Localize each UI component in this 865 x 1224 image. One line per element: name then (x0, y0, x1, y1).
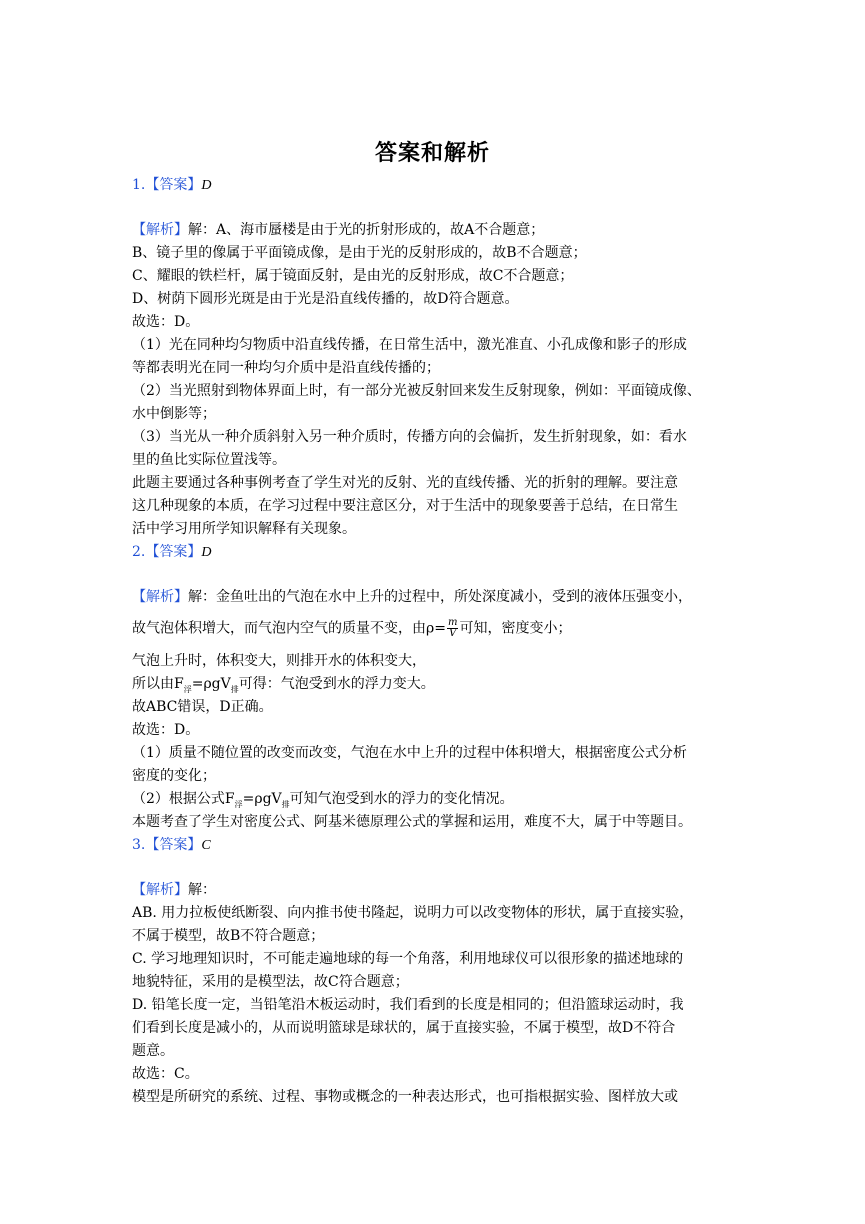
q2-analysis-text: 解：金鱼吐出的气泡在水中上升的过程中，所处深度减小，受到的液体压强变小， (188, 589, 692, 605)
q2-formula2-prefix: （2）根据公式F (132, 791, 235, 807)
q3-analysis-line: 题意。 (132, 1043, 174, 1059)
q3-analysis-label: 【解析】 (132, 882, 188, 898)
q2-analysis-line: （1）质量不随位置的改变而改变，气泡在水中上升的过程中体积增大，根据密度公式分析 (132, 745, 687, 761)
q1-answer-line (132, 176, 737, 195)
subscript-fu: 浮 (234, 799, 243, 809)
q3-analysis-line: AB. 用力拉板使纸断裂、向内推书使书隆起，说明力可以改变物体的形状，属于直接实验， (132, 905, 694, 921)
q1-answer-label: 1.【答案】 (132, 177, 202, 193)
q2-density-conclusion: 可知，密度变小； (459, 620, 572, 637)
q1-analysis-line: 故选：D。 (132, 314, 200, 330)
q1-analysis-line: （2）当光照射到物体界面上时，有一部分光被反射回来发生反射现象，例如：平面镜成像、 (132, 383, 701, 399)
q2-density-text: 故气泡体积增大，而气泡内空气的质量不变，由ρ= (132, 620, 446, 637)
q3-analysis-line-0 (132, 881, 737, 899)
q3-analysis-text: 解： (188, 882, 216, 898)
q2-answer-value: D (201, 545, 212, 560)
q3-analysis-line: 们看到长度是减小的，从而说明篮球是球状的，属于直接实验，不属于模型，故D不符合 (132, 1020, 676, 1036)
q2-analysis-line: 密度的变化； (132, 768, 216, 784)
q1-analysis-line: B、镜子里的像属于平面镜成像，是由于光的反射形成的，故B不合题意； (132, 245, 587, 261)
q1-analysis-line: C、耀眼的铁栏杆，属于镜面反射，是由光的反射形成，故C不合题意； (132, 268, 574, 284)
q2-analysis-line: 故选：D。 (132, 722, 200, 738)
q1-analysis-text: 解：A、海市蜃楼是由于光的折射形成的，故A不合题意； (188, 222, 545, 238)
q3-analysis-line: 不属于模型，故B不符合题意； (132, 928, 325, 944)
q2-formula-line (132, 675, 737, 699)
q3-analysis-line: 地貌特征，采用的是模型法，故C符合题意； (132, 974, 409, 990)
q2-analysis-label: 【解析】 (132, 589, 188, 605)
q1-analysis-line-0 (132, 221, 737, 239)
q1-analysis-label: 【解析】 (132, 222, 188, 238)
q2-analysis-line: 本题考查了学生对密度公式、阿基米德原理公式的掌握和运用，难度不大，属于中等题目。 (132, 814, 692, 830)
q2-formula2-mid: =ρgV (242, 791, 282, 807)
fraction-numerator: m (447, 617, 458, 628)
subscript-pai: 排 (230, 684, 239, 694)
q2-formula-mid: =ρgV (191, 676, 231, 692)
subscript-fu: 浮 (183, 684, 192, 694)
q2-analysis-line-2 (132, 618, 737, 639)
q2-formula-line-2 (132, 790, 737, 814)
q3-analysis-line: 模型是所研究的系统、过程、事物或概念的一种表达形式，也可指根据实验、图样放大或 (132, 1089, 678, 1105)
q3-answer-line (132, 836, 737, 855)
q1-analysis-line: （1）光在同种均匀物质中沿直线传播，在日常生活中，激光准直、小孔成像和影子的形成 (132, 337, 687, 353)
q3-answer-value: C (201, 838, 211, 853)
q2-formula-prefix: 所以由F (132, 676, 184, 692)
q2-answer-line (132, 543, 737, 562)
q2-analysis-line: 故ABC错误，D正确。 (132, 699, 273, 715)
q2-answer-label: 2.【答案】 (132, 544, 202, 560)
q3-analysis-line: C. 学习地理知识时，不可能走遍地球的每一个角落，利用地球仪可以很形象的描述地球的 (132, 951, 684, 967)
q3-analysis-line: D. 铅笔长度一定，当铅笔沿木板运动时，我们看到的长度是相同的；但沿篮球运动时，我 (132, 997, 684, 1013)
q1-analysis-line: D、树荫下圆形光斑是由于光是沿直线传播的，故D符合题意。 (132, 291, 519, 307)
q1-analysis-line: 这几种现象的本质，在学习过程中要注意区分，对于生活中的现象要善于总结，在日常生 (132, 498, 678, 514)
q1-analysis-line: （3）当光从一种介质斜射入另一种介质时，传播方向的会偏折，发生折射现象，如：看水 (132, 429, 687, 445)
q1-analysis-line: 水中倒影等； (132, 406, 216, 422)
q1-analysis-line: 活中学习用所学知识解释有关现象。 (132, 521, 356, 537)
q1-answer-value: D (201, 178, 212, 193)
subscript-pai: 排 (281, 799, 290, 809)
q2-analysis-line: 气泡上升时，体积变大，则排开水的体积变大， (132, 653, 426, 669)
q2-formula2-suffix: 可知气泡受到水的浮力的变化情况。 (289, 791, 514, 807)
q3-analysis-line: 故选：C。 (132, 1066, 199, 1082)
fraction-denominator: V (449, 628, 457, 639)
q2-formula-suffix: 可得：气泡受到水的浮力变大。 (238, 676, 435, 692)
q3-answer-label: 3.【答案】 (132, 837, 202, 853)
density-fraction (447, 618, 458, 639)
q1-analysis-line: 此题主要通过各种事例考查了学生对光的反射、光的直线传播、光的折射的理解。要注意 (132, 475, 678, 491)
page-title: 答案和解析 (374, 141, 490, 166)
q1-analysis-line: 等都表明光在同一种均匀介质中是沿直线传播的； (132, 360, 440, 376)
q2-analysis-line-1 (132, 588, 737, 606)
q1-analysis-line: 里的鱼比实际位置浅等。 (132, 452, 286, 468)
